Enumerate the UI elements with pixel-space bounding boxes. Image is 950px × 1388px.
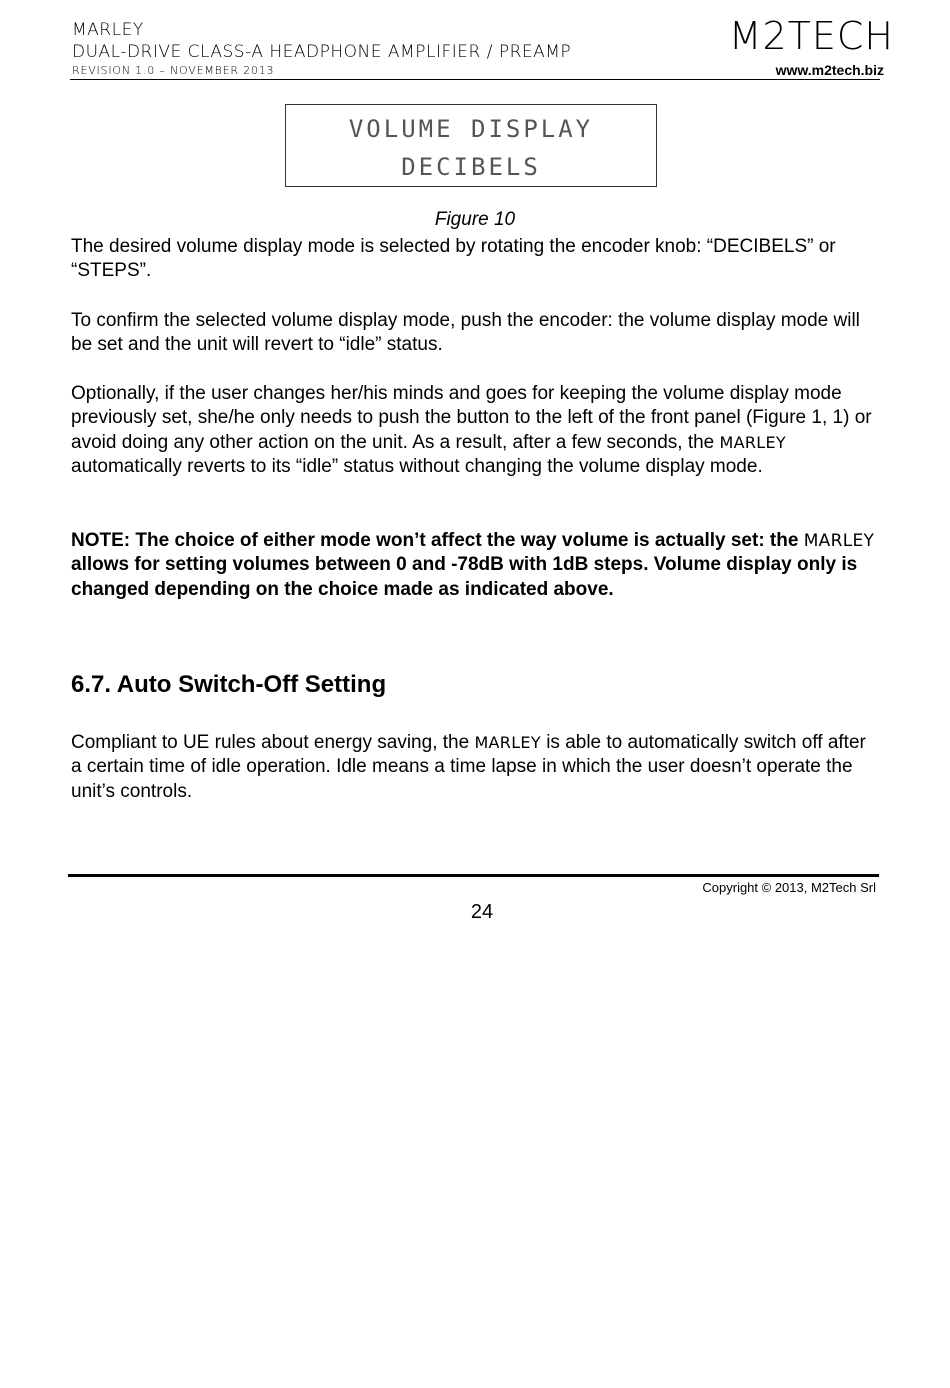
product-name: MARLEY	[719, 432, 786, 452]
lcd-display-figure	[285, 104, 657, 187]
paragraph-select-mode: The desired volume display mode is selected by rotating the encoder knob: “DECIBELS” or “STEPS”.	[71, 236, 836, 282]
paragraph-confirm-mode: To confirm the selected volume display mode, push the encoder: the volume display mode will be set and the unit will revert to “idle” status.	[71, 310, 860, 356]
header-url: www.m2tech.biz	[775, 62, 884, 78]
p3-text-before: Optionally, if the user changes her/his minds and goes for keeping the volume display mode previously set, she/he only needs to push the button to the left of the front panel (Figure 1, 1) or avoid doing any other action on the unit. As a result, after a few seconds, the	[71, 383, 872, 453]
header-divider	[70, 79, 880, 80]
note-text-before: NOTE: The choice of either mode won’t affect the way volume is actually set: the	[71, 530, 804, 551]
brand-logo: M2TECH	[728, 14, 894, 58]
figure-caption: Figure 10	[434, 209, 516, 230]
header-subtitle: DUAL-DRIVE CLASS-A HEADPHONE AMPLIFIER / PREAMP	[72, 42, 572, 62]
p4-text-after: is able to automatically switch off after a certain time of idle operation. Idle means a time lapse in which the user doesn’t operate the unit’s controls.	[71, 732, 866, 802]
section-heading: 6.7. Auto Switch-Off Setting	[71, 671, 387, 698]
note-text-after: allows for setting volumes between 0 and -78dB with 1dB steps. Volume display only is changed depending on the choice made as indicated above.	[71, 554, 858, 600]
page-number: 24	[470, 901, 494, 923]
product-name: MARLEY	[474, 733, 541, 752]
note-paragraph	[71, 529, 881, 602]
p3-text-after: automatically reverts to its “idle” status without changing the volume display mode.	[71, 456, 763, 478]
header-revision: REVISION 1.0 – NOVEMBER 2013	[72, 64, 275, 77]
paragraph-cancel-mode	[71, 382, 881, 480]
lcd-line-2: DECIBELS	[401, 153, 541, 181]
product-name: MARLEY	[803, 531, 875, 551]
footer-divider	[68, 874, 879, 877]
page-header	[72, 14, 894, 80]
p4-text-before: Compliant to UE rules about energy saving, the	[71, 732, 475, 753]
lcd-line-1: VOLUME DISPLAY	[348, 115, 594, 143]
copyright: Copyright © 2013, M2Tech Srl	[702, 880, 876, 895]
paragraph-auto-switch-off	[71, 731, 881, 804]
header-product: MARLEY	[72, 20, 144, 40]
